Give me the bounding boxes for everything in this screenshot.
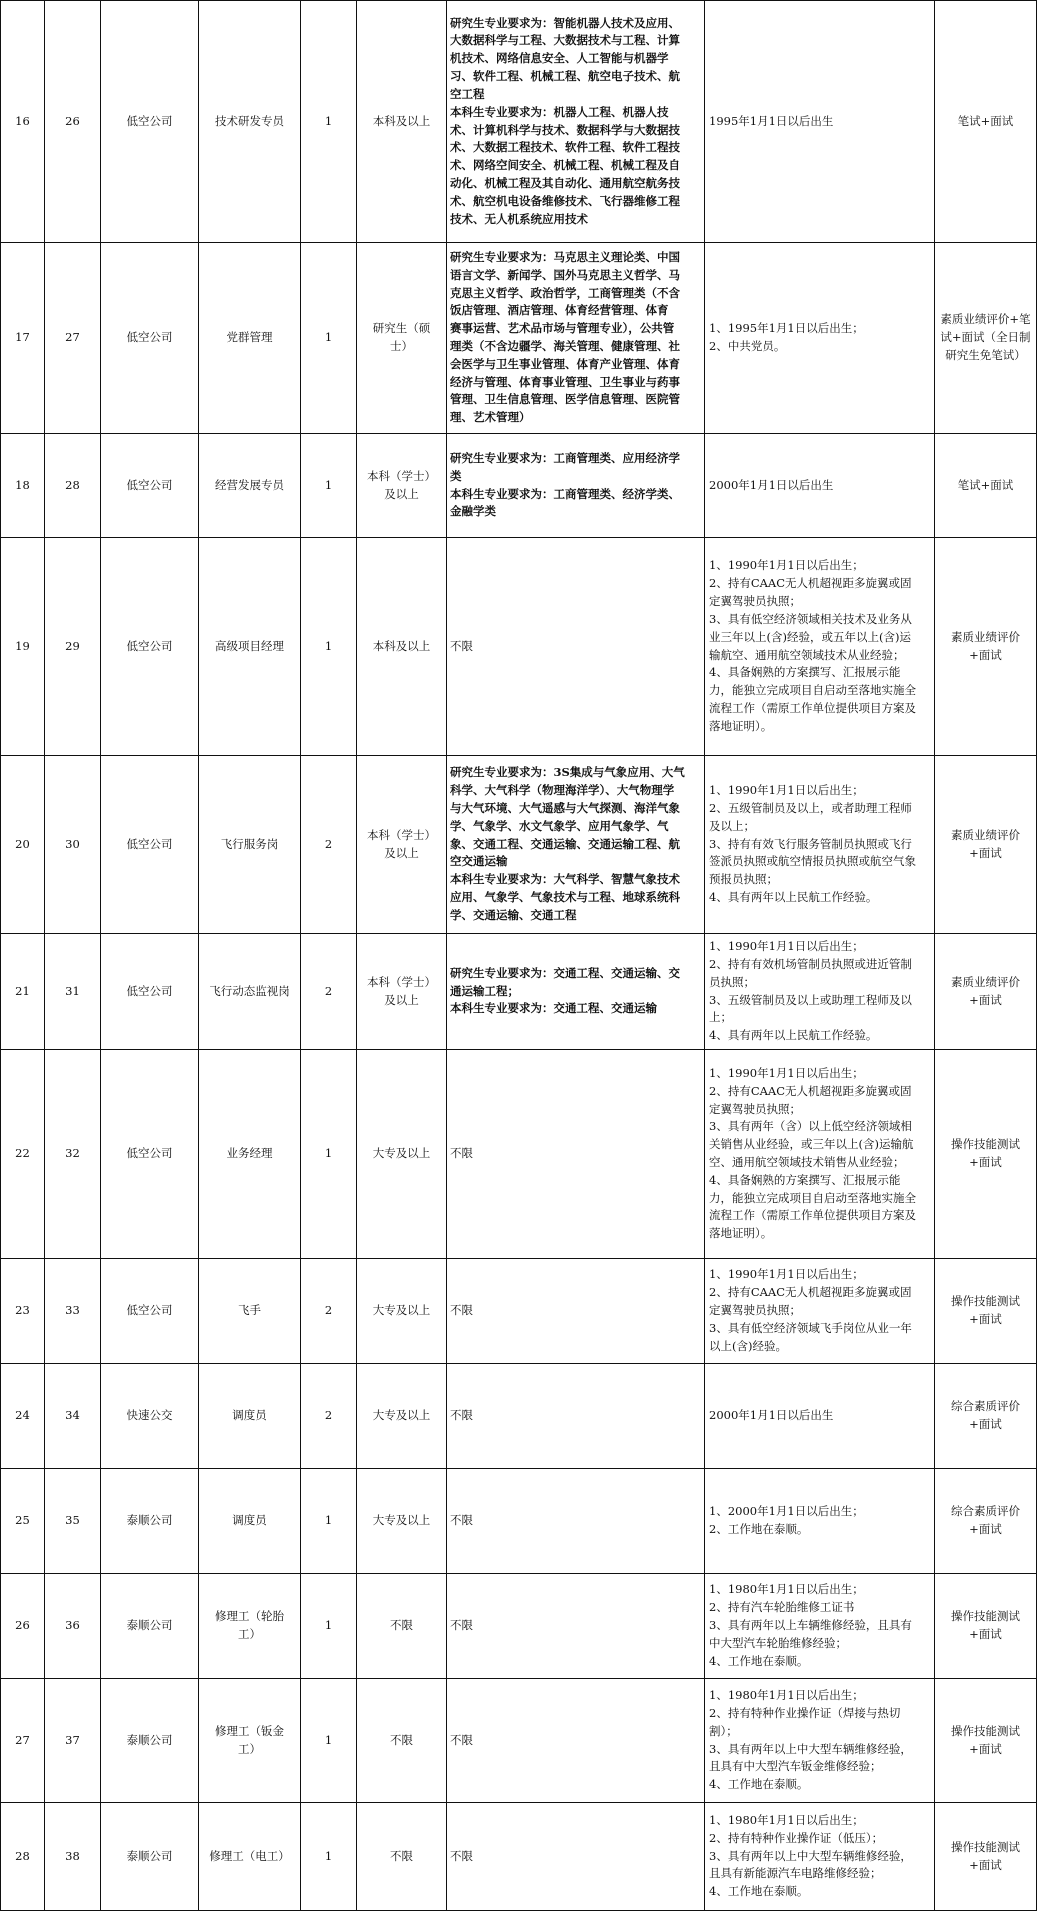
education-cell-text: 本科（学士） 及以上 xyxy=(367,468,436,501)
position-code-text: 26 xyxy=(65,113,80,128)
position-code-text: 37 xyxy=(65,1732,80,1747)
exam-method xyxy=(935,243,1037,434)
hiring-count xyxy=(301,1469,357,1574)
position-code xyxy=(45,1803,101,1911)
exam-method xyxy=(935,1364,1037,1469)
major-requirement xyxy=(447,934,705,1050)
position-title-text: 调度员 xyxy=(232,1513,267,1528)
position-title xyxy=(199,538,301,756)
position-code-text: 32 xyxy=(65,1146,80,1161)
major-requirement xyxy=(447,1259,705,1364)
exam-method-text: 素质业绩评价 +面试 xyxy=(951,974,1020,1007)
major-requirement xyxy=(447,243,705,434)
major-requirement xyxy=(447,756,705,934)
table-row xyxy=(1,1679,1037,1803)
education-cell xyxy=(357,1679,447,1803)
table-row xyxy=(1,434,1037,538)
hiring-count-text: 1 xyxy=(324,113,333,128)
company-cell xyxy=(101,538,199,756)
company-cell-text: 泰顺公司 xyxy=(126,1848,173,1863)
company-cell xyxy=(101,1259,199,1364)
exam-method xyxy=(935,1803,1037,1911)
row-number-text: 22 xyxy=(15,1146,30,1161)
exam-method-text: 操作技能测试 +面试 xyxy=(951,1839,1020,1872)
other-requirements xyxy=(705,434,935,538)
other-requirements xyxy=(705,538,935,756)
education-cell-text: 本科（学士） 及以上 xyxy=(367,974,436,1007)
hiring-count-text: 1 xyxy=(324,330,333,345)
position-title xyxy=(199,434,301,538)
hiring-count-text: 2 xyxy=(324,1408,333,1423)
position-title-text: 业务经理 xyxy=(226,1146,273,1161)
row-number xyxy=(1,934,45,1050)
other-requirements-text: 1、1990年1月1日以后出生； 2、持有CAAC无人机超视距多旋翼或固 定翼驾驶员执照； 3、具有低空经济领域相关技术及业务从 业三年以上(含)经验，或五年以上(含)运 输航空、通用航空领域技术从业经验； 4、具备娴熟的方案撰写、汇报展示能 力，能独立完成项目自启动至落地实施全 流程工作（需原工作单位提供项目方案及 落地证明）。 xyxy=(709,558,916,733)
position-code-text: 28 xyxy=(65,477,80,492)
table-row xyxy=(1,1050,1037,1259)
company-cell-text: 泰顺公司 xyxy=(126,1618,173,1633)
company-cell xyxy=(101,1574,199,1679)
other-requirements-text: 1、1980年1月1日以后出生； 2、持有特种作业操作证（低压）； 3、具有两年以上中大型车辆维修经验， 且具有新能源汽车电路维修经验； 4、工作地在泰顺。 xyxy=(709,1812,912,1899)
position-code xyxy=(45,1574,101,1679)
major-requirement xyxy=(447,538,705,756)
position-title-text: 飞行服务岗 xyxy=(220,836,279,851)
company-cell-text: 快速公交 xyxy=(126,1408,173,1423)
other-requirements xyxy=(705,1679,935,1803)
other-requirements-text: 1、1995年1月1日以后出生； 2、中共党员。 xyxy=(709,321,864,353)
company-cell-text: 泰顺公司 xyxy=(126,1513,173,1528)
company-cell-text: 低空公司 xyxy=(126,1146,173,1161)
education-cell xyxy=(357,538,447,756)
company-cell xyxy=(101,434,199,538)
position-title-text: 党群管理 xyxy=(226,330,273,345)
position-code xyxy=(45,1259,101,1364)
company-cell xyxy=(101,934,199,1050)
major-requirement-text: 研究生专业要求为：马克思主义理论类、中国 语言文学、新闻学、国外马克思主义哲学、马 克思主义哲学、政治哲学，工商管理类（不含 饭店管理、酒店管理、体育经营管理、体育 赛事运营、艺术品市场与管理专业），公共管 理类（不含边疆学、海关管理、健康管理、社 会医学与卫生事业管理、体育产业管理、体育 经济与管理、体育事业管理、卫生事业与药事 管理、卫生信息管理、医学信息管理、医院管 理、艺术管理） xyxy=(450,249,680,425)
row-number-text: 21 xyxy=(15,983,30,998)
other-requirements xyxy=(705,1803,935,1911)
education-cell xyxy=(357,1574,447,1679)
exam-method xyxy=(935,934,1037,1050)
position-title-text: 经营发展专员 xyxy=(215,477,284,492)
education-cell xyxy=(357,1,447,243)
company-cell xyxy=(101,1050,199,1259)
major-requirement-text: 不限 xyxy=(450,1146,473,1161)
major-requirement-text: 研究生专业要求为：交通工程、交通运输、交 通运输工程； 本科生专业要求为：交通工程、交通运输 xyxy=(450,965,680,1016)
row-number-text: 25 xyxy=(15,1513,30,1528)
other-requirements-text: 1、1990年1月1日以后出生； 2、持有CAAC无人机超视距多旋翼或固 定翼驾驶员执照； 3、具有低空经济领域飞手岗位从业一年 以上(含)经验。 xyxy=(709,1267,912,1353)
hiring-count xyxy=(301,934,357,1050)
major-requirement xyxy=(447,1050,705,1259)
table-row xyxy=(1,1469,1037,1574)
position-code xyxy=(45,756,101,934)
education-cell-text: 大专及以上 xyxy=(372,1408,431,1423)
hiring-count xyxy=(301,538,357,756)
exam-method-text: 操作技能测试 +面试 xyxy=(951,1609,1020,1641)
row-number xyxy=(1,1679,45,1803)
company-cell xyxy=(101,1364,199,1469)
position-code xyxy=(45,934,101,1050)
position-title xyxy=(199,1574,301,1679)
row-number-text: 18 xyxy=(15,477,30,492)
exam-method xyxy=(935,538,1037,756)
position-code xyxy=(45,434,101,538)
position-title-text: 技术研发专员 xyxy=(215,113,284,128)
hiring-count xyxy=(301,756,357,934)
position-title-text: 修理工（钣金 工） xyxy=(215,1723,284,1756)
major-requirement-text: 研究生专业要求为：3S集成与气象应用、大气 科学、大气科学（物理海洋学）、大气物理学 与大气环境、大气遥感与大气探测、海洋气象 学、气象学、水文气象学、应用气象学、气 象、交通工程、交通运输、交通运输工程、航 空交通运输 本科生专业要求为：大气科学、智慧气象技术 应用、气象学、气象技术与工程、地球系统科 学、交通运输、交通工程 xyxy=(450,765,685,922)
other-requirements xyxy=(705,1574,935,1679)
company-cell xyxy=(101,1469,199,1574)
row-number-text: 20 xyxy=(15,836,30,851)
other-requirements xyxy=(705,756,935,934)
hiring-count xyxy=(301,434,357,538)
education-cell xyxy=(357,1259,447,1364)
education-cell-text: 本科及以上 xyxy=(372,113,431,128)
row-number xyxy=(1,1803,45,1911)
major-requirement-text: 研究生专业要求为：工商管理类、应用经济学 类 本科生专业要求为：工商管理类、经济学类、 金融学类 xyxy=(450,450,680,519)
hiring-count-text: 2 xyxy=(324,1303,333,1318)
exam-method-text: 素质业绩评价 +面试 xyxy=(951,629,1020,662)
hiring-count xyxy=(301,1259,357,1364)
other-requirements-text: 1、1980年1月1日以后出生； 2、持有特种作业操作证（焊接与热切 割）； 3、具有两年以上中大型车辆维修经验， 且具有中大型汽车钣金维修经验； 4、工作地在泰顺。 xyxy=(709,1688,912,1792)
exam-method-text: 笔试+面试 xyxy=(957,113,1014,128)
row-number-text: 27 xyxy=(15,1732,30,1747)
table-row xyxy=(1,1364,1037,1469)
position-title xyxy=(199,243,301,434)
position-code xyxy=(45,1679,101,1803)
hiring-count-text: 1 xyxy=(324,638,333,653)
major-requirement xyxy=(447,1803,705,1911)
position-code-text: 34 xyxy=(65,1408,80,1423)
education-cell-text: 不限 xyxy=(390,1732,413,1747)
other-requirements-text: 1、2000年1月1日以后出生； 2、工作地在泰顺。 xyxy=(709,1504,864,1536)
major-requirement-text: 不限 xyxy=(450,1848,473,1863)
row-number xyxy=(1,538,45,756)
company-cell-text: 低空公司 xyxy=(126,330,173,345)
company-cell xyxy=(101,1,199,243)
other-requirements xyxy=(705,243,935,434)
other-requirements-text: 2000年1月1日以后出生 xyxy=(709,1408,834,1423)
other-requirements xyxy=(705,1,935,243)
major-requirement-text: 不限 xyxy=(450,1618,473,1633)
other-requirements-text: 1995年1月1日以后出生 xyxy=(709,113,834,128)
table-row xyxy=(1,243,1037,434)
position-title xyxy=(199,756,301,934)
position-code-text: 33 xyxy=(65,1303,80,1318)
position-title xyxy=(199,1469,301,1574)
position-title-text: 高级项目经理 xyxy=(215,638,284,653)
major-requirement xyxy=(447,1,705,243)
hiring-count xyxy=(301,1574,357,1679)
row-number xyxy=(1,1,45,243)
major-requirement-text: 不限 xyxy=(450,1303,473,1318)
hiring-count xyxy=(301,1050,357,1259)
other-requirements-text: 1、1990年1月1日以后出生； 2、五级管制员及以上，或者助理工程师 及以上； 3、持有有效飞行服务管制员执照或飞行 签派员执照或航空情报员执照或航空气象 预报员执照； 4、具有两年以上民航工作经验。 xyxy=(709,783,916,905)
company-cell-text: 低空公司 xyxy=(126,477,173,492)
exam-method xyxy=(935,1574,1037,1679)
education-cell-text: 大专及以上 xyxy=(372,1303,431,1318)
table-row xyxy=(1,756,1037,934)
position-code-text: 31 xyxy=(65,983,80,998)
company-cell xyxy=(101,243,199,434)
education-cell-text: 大专及以上 xyxy=(372,1146,431,1161)
table-row xyxy=(1,1259,1037,1364)
exam-method-text: 综合素质评价 +面试 xyxy=(951,1504,1020,1536)
other-requirements xyxy=(705,1259,935,1364)
position-title xyxy=(199,1364,301,1469)
position-code xyxy=(45,1050,101,1259)
hiring-count xyxy=(301,1364,357,1469)
row-number xyxy=(1,1364,45,1469)
hiring-count-text: 1 xyxy=(324,1618,333,1633)
row-number-text: 16 xyxy=(15,113,30,128)
exam-method-text: 操作技能测试 +面试 xyxy=(951,1137,1020,1169)
position-code xyxy=(45,538,101,756)
position-code xyxy=(45,1469,101,1574)
hiring-count-text: 1 xyxy=(324,1848,333,1863)
education-cell-text: 不限 xyxy=(390,1618,413,1633)
row-number xyxy=(1,1050,45,1259)
position-title xyxy=(199,1803,301,1911)
position-title xyxy=(199,1259,301,1364)
education-cell xyxy=(357,434,447,538)
education-cell xyxy=(357,1050,447,1259)
company-cell-text: 低空公司 xyxy=(126,836,173,851)
hiring-count-text: 1 xyxy=(324,1732,333,1747)
major-requirement-text: 不限 xyxy=(450,638,473,653)
hiring-count xyxy=(301,1679,357,1803)
education-cell-text: 不限 xyxy=(390,1848,413,1863)
row-number xyxy=(1,756,45,934)
major-requirement-text: 不限 xyxy=(450,1408,473,1423)
hiring-count-text: 2 xyxy=(324,983,333,998)
other-requirements xyxy=(705,1050,935,1259)
position-code-text: 30 xyxy=(65,836,80,851)
exam-method xyxy=(935,756,1037,934)
major-requirement xyxy=(447,1679,705,1803)
hiring-count xyxy=(301,1803,357,1911)
company-cell-text: 低空公司 xyxy=(126,638,173,653)
row-number-text: 23 xyxy=(15,1303,30,1318)
exam-method-text: 素质业绩评价+笔 试+面试（全日制 研究生免笔试） xyxy=(940,312,1031,362)
position-code xyxy=(45,243,101,434)
hiring-count-text: 2 xyxy=(324,836,333,851)
company-cell-text: 低空公司 xyxy=(126,113,173,128)
company-cell-text: 低空公司 xyxy=(126,1303,173,1318)
education-cell xyxy=(357,1469,447,1574)
exam-method-text: 操作技能测试 +面试 xyxy=(951,1294,1020,1326)
row-number-text: 28 xyxy=(15,1848,30,1863)
position-code-text: 38 xyxy=(65,1848,80,1863)
hiring-count xyxy=(301,243,357,434)
hiring-count-text: 1 xyxy=(324,1513,333,1528)
table-row xyxy=(1,538,1037,756)
position-code xyxy=(45,1364,101,1469)
row-number xyxy=(1,243,45,434)
exam-method xyxy=(935,1050,1037,1259)
position-title-text: 调度员 xyxy=(232,1408,267,1423)
position-title xyxy=(199,1050,301,1259)
row-number-text: 19 xyxy=(15,638,30,653)
education-cell-text: 研究生（硕 士） xyxy=(372,321,431,353)
position-code-text: 36 xyxy=(65,1618,80,1633)
education-cell xyxy=(357,243,447,434)
major-requirement-text: 不限 xyxy=(450,1513,473,1528)
education-cell-text: 大专及以上 xyxy=(372,1513,431,1528)
hiring-count-text: 1 xyxy=(324,1146,333,1161)
other-requirements-text: 2000年1月1日以后出生 xyxy=(709,477,834,492)
other-requirements xyxy=(705,934,935,1050)
major-requirement xyxy=(447,1469,705,1574)
row-number-text: 17 xyxy=(15,330,30,345)
major-requirement xyxy=(447,1364,705,1469)
hiring-count-text: 1 xyxy=(324,477,333,492)
other-requirements-text: 1、1990年1月1日以后出生； 2、持有CAAC无人机超视距多旋翼或固 定翼驾驶员执照； 3、具有两年（含）以上低空经济领域相 关销售从业经验，或三年以上(含)运输航 空、通用航空领域技术销售从业经验； 4、具备娴熟的方案撰写、汇报展示能 力，能独立完成项目自启动至落地实施全 流程工作（需原工作单位提供项目方案及 落地证明）。 xyxy=(709,1065,916,1241)
exam-method xyxy=(935,1259,1037,1364)
exam-method xyxy=(935,1679,1037,1803)
exam-method xyxy=(935,434,1037,538)
education-cell xyxy=(357,934,447,1050)
other-requirements-text: 1、1980年1月1日以后出生； 2、持有汽车轮胎维修工证书 3、具有两年以上车辆维修经验，且具有 中大型汽车轮胎维修经验； 4、工作地在泰顺。 xyxy=(709,1582,912,1668)
exam-method xyxy=(935,1469,1037,1574)
row-number xyxy=(1,434,45,538)
education-cell xyxy=(357,1803,447,1911)
row-number-text: 26 xyxy=(15,1618,30,1633)
exam-method-text: 操作技能测试 +面试 xyxy=(951,1723,1020,1756)
position-title-text: 飞手 xyxy=(238,1303,261,1318)
table-row xyxy=(1,1574,1037,1679)
education-cell xyxy=(357,756,447,934)
row-number-text: 24 xyxy=(15,1408,30,1423)
table-row xyxy=(1,1,1037,243)
row-number xyxy=(1,1469,45,1574)
exam-method-text: 综合素质评价 +面试 xyxy=(951,1399,1020,1431)
position-code-text: 35 xyxy=(65,1513,80,1528)
exam-method-text: 素质业绩评价 +面试 xyxy=(951,827,1020,860)
position-title xyxy=(199,1679,301,1803)
major-requirement-text: 不限 xyxy=(450,1732,473,1747)
company-cell xyxy=(101,1679,199,1803)
table-row xyxy=(1,934,1037,1050)
company-cell xyxy=(101,756,199,934)
position-title-text: 飞行动态监视岗 xyxy=(209,983,290,998)
position-code-text: 27 xyxy=(65,330,80,345)
major-requirement-text: 研究生专业要求为：智能机器人技术及应用、 大数据科学与工程、大数据技术与工程、计算 机技术、网络信息安全、人工智能与机器学 习、软件工程、机械工程、航空电子技术、航 空工程 本科生专业要求为：机器人工程、机器人技 术、计算机科学与技术、数据科学与大数据技 术、大数据工程技术、软件工程、软件工程技 术、网络空间安全、机械工程、机械工程及自 动化、机械工程及其自动化、通用航空航务技 术、航空机电设备维修技术、飞行器维修工程 技术、无人机系统应用技术 xyxy=(450,15,680,226)
position-code-text: 29 xyxy=(65,638,80,653)
position-code xyxy=(45,1,101,243)
education-cell xyxy=(357,1364,447,1469)
row-number xyxy=(1,1259,45,1364)
other-requirements xyxy=(705,1469,935,1574)
exam-method xyxy=(935,1,1037,243)
position-title-text: 修理工（电工） xyxy=(209,1848,290,1863)
other-requirements xyxy=(705,1364,935,1469)
position-title-text: 修理工（轮胎 工） xyxy=(215,1609,284,1641)
position-title xyxy=(199,1,301,243)
table-row xyxy=(1,1803,1037,1911)
education-cell-text: 本科及以上 xyxy=(372,638,431,653)
major-requirement xyxy=(447,434,705,538)
row-number xyxy=(1,1574,45,1679)
position-title xyxy=(199,934,301,1050)
hiring-count xyxy=(301,1,357,243)
major-requirement xyxy=(447,1574,705,1679)
company-cell-text: 泰顺公司 xyxy=(126,1732,173,1747)
other-requirements-text: 1、1990年1月1日以后出生； 2、持有有效机场管制员执照或进近管制 员执照； 3、五级管制员及以上或助理工程师及以 上； 4、具有两年以上民航工作经验。 xyxy=(709,939,912,1043)
company-cell xyxy=(101,1803,199,1911)
company-cell-text: 低空公司 xyxy=(126,983,173,998)
education-cell-text: 本科（学士） 及以上 xyxy=(367,827,436,860)
exam-method-text: 笔试+面试 xyxy=(957,477,1014,492)
